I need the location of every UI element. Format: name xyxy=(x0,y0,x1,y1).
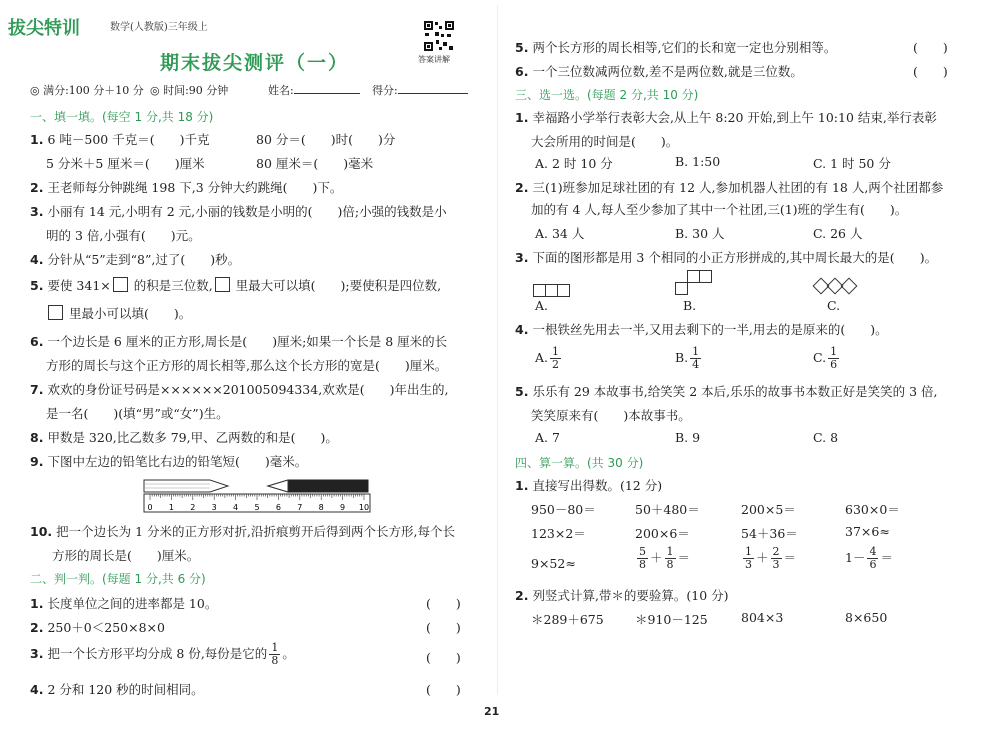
fill-q7-a: 7. 欢欢的身份证号码是××××××201005094334,欢欢是( )年出生的, xyxy=(30,382,449,397)
ruler-tick-label: 0 xyxy=(147,503,153,512)
calc-item-fraction: $\frac{5}{8}$ ＋ $\frac{1}{8}$ ＝ xyxy=(639,545,691,571)
fill-q3-b: 明的 3 倍,小强有( )元。 xyxy=(46,228,201,243)
calc-item: 200×5＝ xyxy=(741,502,796,517)
left-pencil-icon xyxy=(144,480,228,492)
judge-q5: 5. 两个长方形的周长相等,它们的长和宽一定也分别相等。 xyxy=(515,40,837,55)
choose-q1-b: 大会所用的时间是( )。 xyxy=(531,134,679,149)
judge-q5-answer[interactable]: ( ) xyxy=(913,40,948,55)
choose-q1-a: 1. 幸福路小学举行表彰大会,从上午 8:20 开始,到上午 10:10 结束,举行表彰 xyxy=(515,110,937,125)
fill-q1-c: 5 分米＋5 厘米＝( )厘米 xyxy=(46,156,205,171)
judge-q1: 1. 长度单位之间的进率都是 10。 xyxy=(30,596,218,611)
page-divider xyxy=(497,5,498,695)
choose-q4-option-a[interactable]: A. $\frac{1}{2}$ xyxy=(535,345,560,371)
calc-q2: 2. 列竖式计算,带＊的要验算。(10 分) xyxy=(515,588,729,603)
ruler-tick-label: 2 xyxy=(190,503,196,512)
page-number: 21 xyxy=(484,705,500,718)
judge-q6-answer[interactable]: ( ) xyxy=(913,64,948,79)
section-fill-title: 一、填一填。(每空 1 分,共 18 分) xyxy=(30,110,214,124)
choose-q2-option-b[interactable]: B. 30 人 xyxy=(675,226,725,241)
choose-q1-option-b[interactable]: B. 1:50 xyxy=(675,154,721,169)
ruler-tick-label: 4 xyxy=(233,503,239,512)
fill-q8: 8. 甲数是 320,比乙数多 79,甲、乙两数的和是( )。 xyxy=(30,430,338,445)
fill-q5-b: 里最小可以填( )。 xyxy=(46,304,191,322)
name-label: 姓名: xyxy=(268,84,294,97)
choose-q3-option-a[interactable]: A. xyxy=(535,298,549,313)
calc-vertical-item: 8×650 xyxy=(845,610,888,625)
right-column xyxy=(505,0,975,700)
fraction: $\frac{1}{8}$ xyxy=(271,641,279,667)
choose-q2-option-c[interactable]: C. 26 人 xyxy=(813,226,863,241)
fill-q1-a: 1. 6 吨－500 千克＝( )千克 xyxy=(30,132,210,147)
choose-q5-option-c[interactable]: C. 8 xyxy=(813,430,839,445)
choose-q2-option-a[interactable]: A. 34 人 xyxy=(535,226,585,241)
section-judge-title: 二、判一判。(每题 1 分,共 6 分) xyxy=(30,572,206,586)
book-subtitle: 数学(人教版)三年级上 xyxy=(110,22,208,33)
answer-box[interactable] xyxy=(48,305,63,320)
fill-q7-b: 是一名( )(填“男”或“女”)生。 xyxy=(46,406,229,421)
choose-q2-a: 2. 三(1)班参加足球社团的有 12 人,参加机器人社团的有 18 人,两个社团都参 xyxy=(515,180,944,195)
score-label: 得分: xyxy=(372,84,398,97)
qr-label: 答案讲解 xyxy=(418,55,450,64)
section-choose-title: 三、选一选。(每题 2 分,共 10 分) xyxy=(515,88,699,102)
qr-code-icon[interactable] xyxy=(423,20,455,52)
fill-q9: 9. 下图中左边的铅笔比右边的铅笔短( )毫米。 xyxy=(30,454,308,469)
fill-q5-a: 5. 要使 341× 的积是三位数, 里最大可以填( );要使积是四位数, xyxy=(30,278,442,293)
fill-q6-a: 6. 一个边长是 6 厘米的正方形,周长是( )厘米;如果一个长是 8 厘米的长 xyxy=(30,334,448,349)
fill-q2: 2. 王老师每分钟跳绳 198 下,3 分钟大约跳绳( )下。 xyxy=(30,180,343,195)
time-info: ◎ 时间:90 分钟 xyxy=(150,84,229,97)
ruler-tick-label: 5 xyxy=(254,503,260,512)
calc-item: 54＋36＝ xyxy=(741,526,798,541)
ruler-tick-label: 8 xyxy=(318,503,324,512)
choose-q5-option-b[interactable]: B. 9 xyxy=(675,430,701,445)
judge-q2: 2. 250＋0＜250×8×0 xyxy=(30,620,165,635)
answer-box[interactable] xyxy=(113,277,128,292)
judge-q2-answer[interactable]: ( ) xyxy=(426,620,461,635)
judge-q4-answer[interactable]: ( ) xyxy=(426,682,461,697)
fill-q1-b: 80 分＝( )时( )分 xyxy=(256,132,396,147)
choose-q5-b: 笑笑原来有( )本故事书。 xyxy=(531,408,691,423)
ruler-tick-label: 10 xyxy=(358,503,370,512)
brand-logo: 拔尖特训 xyxy=(8,18,80,39)
page-title: 期末拔尖测评（一） xyxy=(160,52,350,74)
fill-q1-d: 80 厘米＝( )毫米 xyxy=(256,156,374,171)
choose-q5-a: 5. 乐乐有 29 本故事书,给笑笑 2 本后,乐乐的故事书本数正好是笑笑的 3 倍, xyxy=(515,384,938,399)
calc-q1: 1. 直接写出得数。(12 分) xyxy=(515,478,663,493)
judge-q6: 6. 一个三位数减两位数,差不是两位数,就是三位数。 xyxy=(515,64,803,79)
ruler-tick-label: 1 xyxy=(168,503,174,512)
judge-q3-answer[interactable]: ( ) xyxy=(426,650,461,665)
choose-q2-b: 加的有 4 人,每人至少参加了其中一个社团,三(1)班的学生有( )。 xyxy=(531,202,908,217)
calc-vertical-item: ＊289＋675 xyxy=(531,612,604,627)
calc-vertical-item: ＊910－125 xyxy=(635,612,708,627)
section-calc-title: 四、算一算。(共 30 分) xyxy=(515,456,644,470)
ruler-tick-label: 9 xyxy=(340,503,346,512)
left-column xyxy=(0,0,490,700)
fill-q6-b: 方形的周长与这个正方形的周长相等,那么这个长方形的宽是( )厘米。 xyxy=(46,358,448,373)
fill-q10-a: 10. 把一个边长为 1 分米的正方形对折,沿折痕剪开后得到两个长方形,每个长 xyxy=(30,524,455,539)
calc-item: 123×2＝ xyxy=(531,526,586,541)
fill-q4: 4. 分针从“5”走到“8”,过了( )秒。 xyxy=(30,252,241,267)
choose-q4-option-c[interactable]: C. $\frac{1}{6}$ xyxy=(813,345,838,371)
calc-item: 9×52≈ xyxy=(531,556,576,571)
calc-item: 50＋480＝ xyxy=(635,502,700,517)
judge-q4: 4. 2 分和 120 秒的时间相同。 xyxy=(30,682,204,697)
pencils-ruler-figure xyxy=(140,470,374,516)
choose-q3-option-b[interactable]: B. xyxy=(683,298,697,313)
score-info: ◎ 满分:100 分＋10 分 xyxy=(30,84,144,97)
choose-q4-option-b[interactable]: B. $\frac{1}{4}$ xyxy=(675,345,700,371)
judge-q3: 3. 把一个长方形平均分成 8 份,每份是它的 $\frac{1}{8}$ 。 xyxy=(30,641,295,667)
calc-item: 950－80＝ xyxy=(531,502,596,517)
calc-item-fraction: $\frac{1}{3}$ ＋ $\frac{2}{3}$ ＝ xyxy=(745,545,797,571)
fill-q3-a: 3. 小丽有 14 元,小明有 2 元,小丽的钱数是小明的( )倍;小强的钱数是小 xyxy=(30,204,447,219)
ruler-tick-label: 7 xyxy=(297,503,303,512)
calc-item: 200×6＝ xyxy=(635,526,690,541)
judge-q1-answer[interactable]: ( ) xyxy=(426,596,461,611)
calc-item-fraction: 1－ $\frac{4}{6}$ ＝ xyxy=(845,545,893,571)
calc-item: 630×0＝ xyxy=(845,502,900,517)
choose-q5-option-a[interactable]: A. 7 xyxy=(535,430,560,445)
choose-q3-option-c[interactable]: C. xyxy=(827,298,841,313)
calc-vertical-item: 804×3 xyxy=(741,610,784,625)
calc-item: 37×6≈ xyxy=(845,524,890,539)
score-field[interactable] xyxy=(372,82,468,98)
choose-q1-option-a[interactable]: A. 2 时 10 分 xyxy=(535,156,613,171)
choose-q1-option-c[interactable]: C. 1 时 50 分 xyxy=(813,156,891,171)
choose-q3: 3. 下面的图形都是用 3 个相同的小正方形拼成的,其中周长最大的是( )。 xyxy=(515,250,938,265)
fill-q10-b: 方形的周长是( )厘米。 xyxy=(52,548,200,563)
ruler-tick-label: 3 xyxy=(211,503,217,512)
ruler-tick-label: 6 xyxy=(275,503,281,512)
name-field[interactable] xyxy=(268,82,360,98)
answer-box[interactable] xyxy=(215,277,230,292)
choose-q4: 4. 一根铁丝先用去一半,又用去剩下的一半,用去的是原来的( )。 xyxy=(515,322,888,337)
